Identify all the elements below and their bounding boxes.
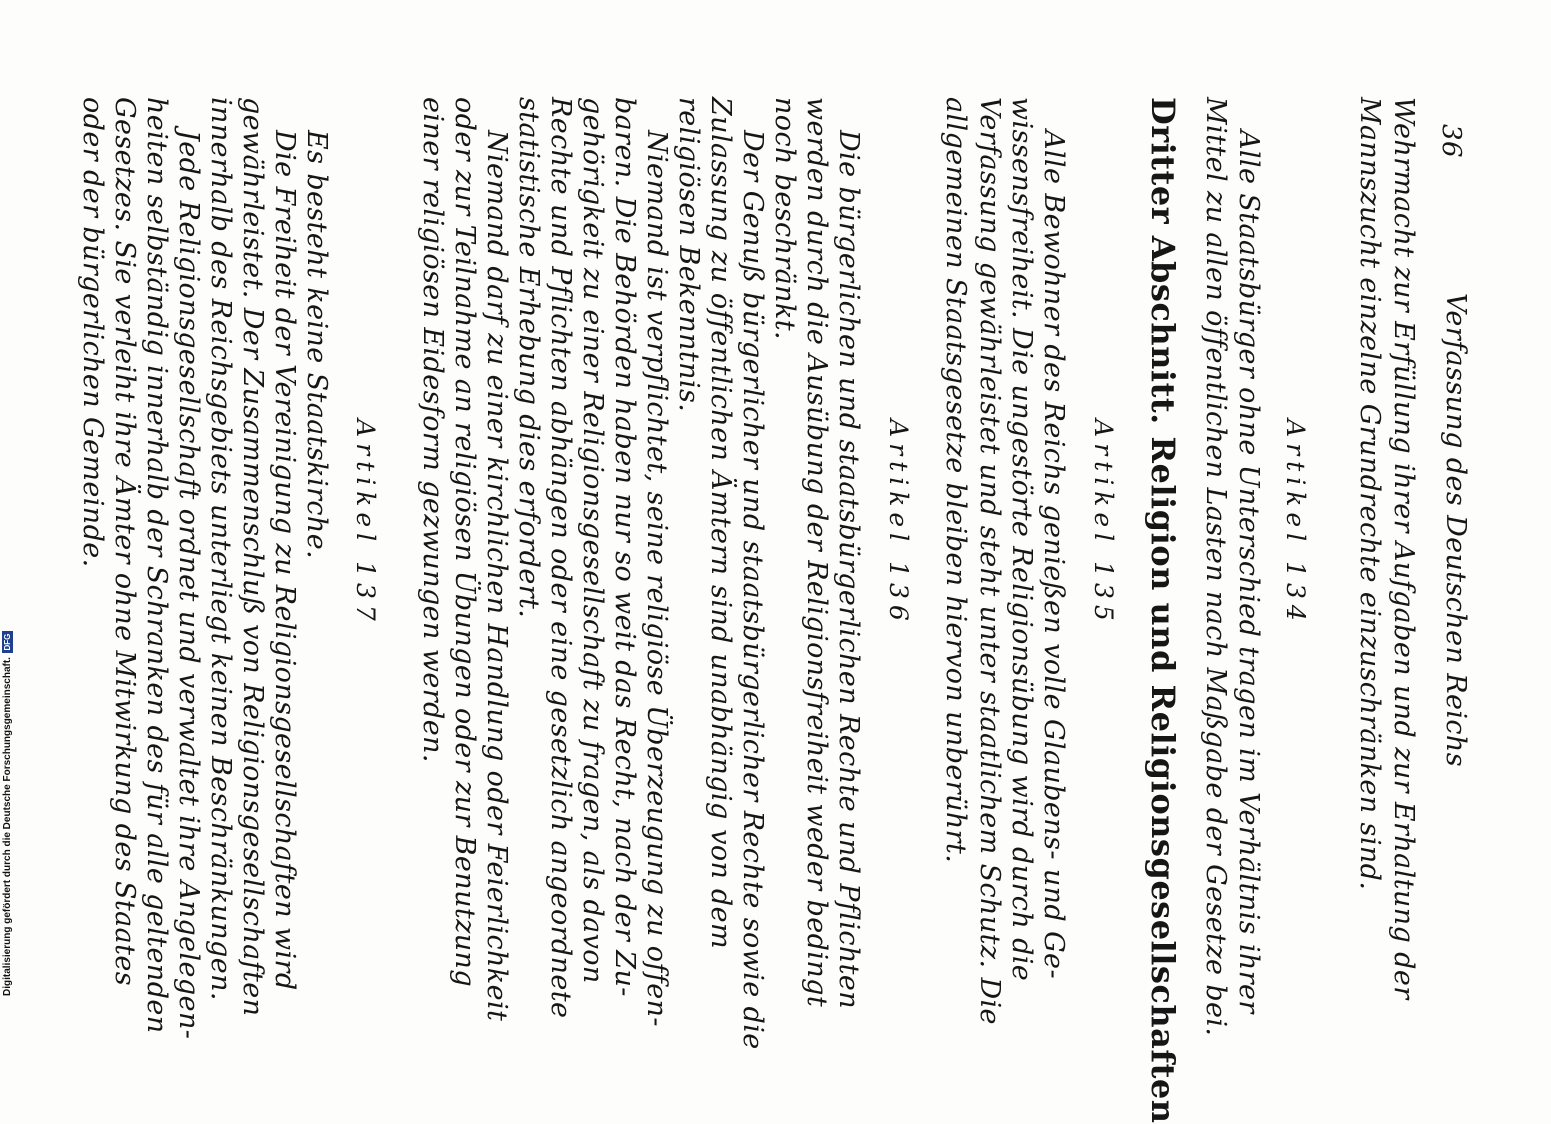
article-137-heading: Artikel 137 bbox=[351, 419, 380, 627]
article-134-heading: Artikel 134 bbox=[1281, 419, 1310, 627]
carryover-line-1: Wehrmacht zur Erfüllung ihrer Aufgaben und zur Erhaltung der bbox=[1388, 97, 1419, 1000]
article-136-line-7: Niemand ist verpflichtet, seine religiöse Überzeugung zu offen- bbox=[641, 130, 672, 1027]
article-136-line-8: baren. Die Behörden haben nur so weit das Recht, nach der Zu- bbox=[609, 97, 640, 997]
running-header: Verfassung des Deutschen Reichs bbox=[1440, 293, 1471, 767]
article-135-line-2: wissensfreiheit. Die ungestörte Religionsübung wird durch die bbox=[1006, 97, 1037, 982]
article-136-line-6: religiösen Bekenntnis. bbox=[673, 97, 704, 413]
article-135-line-4: allgemeinen Staatsgesetze bleiben hiervon unberührt. bbox=[940, 97, 971, 864]
page-number: 36 bbox=[1436, 124, 1466, 158]
article-136-line-14: einer religiösen Eidesform gezwungen werden. bbox=[417, 97, 448, 763]
article-137-line-8: oder der bürgerlichen Gemeinde. bbox=[77, 97, 108, 568]
article-135-heading: Artikel 135 bbox=[1089, 419, 1118, 627]
article-137-line-4: innerhalb des Reichsgebiets unterliegt keinen Beschränkungen. bbox=[205, 97, 236, 1001]
dfg-logo-icon: DFG bbox=[2, 631, 13, 653]
article-136-line-3: noch beschränkt. bbox=[769, 97, 800, 340]
article-136-heading: Artikel 136 bbox=[884, 419, 913, 627]
section-title: Dritter Abschnitt. Religion und Religionsgesellschaften bbox=[1144, 97, 1182, 1124]
digitization-credit-text: Digitalisierung gefördert durch die Deutsche Forschungsgemeinschaft. bbox=[2, 657, 13, 996]
article-135-line-1: Alle Bewohner des Reichs genießen volle Glaubens- und Ge- bbox=[1038, 130, 1069, 979]
article-137-line-6: heiten selbständig innerhalb der Schranken des für alle geltenden bbox=[141, 97, 172, 1034]
article-137-line-5: Jede Religionsgesellschaft ordnet und verwaltet ihre Angelegen- bbox=[173, 130, 204, 1040]
article-136-line-2: werden durch die Ausübung der Religionsfreiheit weder bedingt bbox=[801, 97, 832, 1008]
article-137-line-3: gewährleistet. Der Zusammenschluß von Religionsgesellschaften bbox=[237, 97, 268, 1017]
article-134-line-2: Mittel zu allen öffentlichen Lasten nach Maßgabe der Gesetze bei. bbox=[1200, 97, 1231, 1037]
article-136-line-10: Rechte und Pflichten abhängen oder eine gesetzlich angeordnete bbox=[545, 97, 576, 1019]
article-136-line-11: statistische Erhebung dies erfordert. bbox=[513, 97, 544, 619]
article-137-line-2: Die Freiheit der Vereinigung zu Religionsgesellschaften wird bbox=[269, 130, 300, 991]
article-137-line-7: Gesetzes. Sie verleiht ihre Ämter ohne Mitwirkung des Staates bbox=[109, 97, 140, 986]
article-136-line-12: Niemand darf zu einer kirchlichen Handlung oder Feierlichkeit bbox=[481, 130, 512, 1022]
article-137-line-1: Es besteht keine Staatskirche. bbox=[301, 130, 332, 560]
article-135-line-3: Verfassung gewährleistet und steht unter staatlichem Schutz. Die bbox=[974, 97, 1005, 1025]
carryover-line-2: Mannszucht einzelne Grundrechte einzuschränken sind. bbox=[1354, 97, 1385, 891]
article-136-line-4: Der Genuß bürgerlicher und staatsbürgerlicher Rechte sowie die bbox=[737, 130, 768, 1050]
article-136-line-5: Zulassung zu öffentlichen Ämtern sind unabhängig von dem bbox=[705, 97, 736, 949]
article-136-line-13: oder zur Teilnahme an religiösen Übungen oder zur Benutzung bbox=[449, 97, 480, 988]
article-136-line-9: gehörigkeit zu einer Religionsgesellschaft zu fragen, als davon bbox=[577, 97, 608, 984]
digitization-credit-strip bbox=[0, 0, 24, 1000]
article-136-line-1: Die bürgerlichen und staatsbürgerlichen Rechte und Pflichten bbox=[833, 130, 864, 1010]
article-134-line-1: Alle Staatsbürger ohne Unterschied tragen im Verhältnis ihrer bbox=[1233, 130, 1264, 1014]
